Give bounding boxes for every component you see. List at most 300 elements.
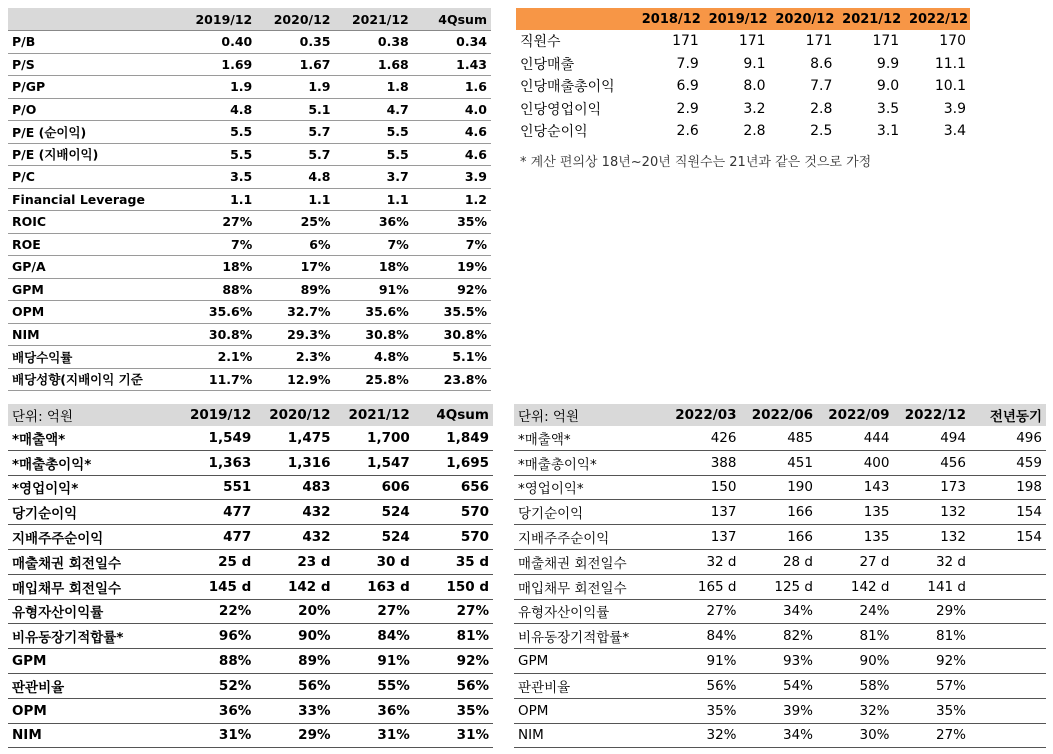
table-cell: 1,363 <box>176 450 255 475</box>
row-label: 유형자산이익률 <box>514 599 664 624</box>
table-row <box>8 426 493 450</box>
column-header: 2022/06 <box>741 404 818 426</box>
table-cell: 570 <box>414 525 493 550</box>
table-cell: 4.7 <box>335 98 413 121</box>
table-cell: 36% <box>335 698 414 723</box>
table-cell: 5.5 <box>178 121 256 144</box>
table-cell: 34% <box>741 723 818 748</box>
table-cell: 81% <box>894 624 971 649</box>
row-label: GPM <box>514 649 664 674</box>
table-cell: 190 <box>741 475 818 500</box>
table-cell: 35% <box>414 698 493 723</box>
table-cell: 6.9 <box>676 78 699 95</box>
row-label: OPM <box>8 301 178 324</box>
row-label: 배당수익률 <box>8 346 178 369</box>
table-header-row <box>514 404 1046 426</box>
column-header: 2022/03 <box>664 404 741 426</box>
table-row <box>8 98 491 121</box>
valuation-table <box>8 8 491 391</box>
table-cell: 570 <box>414 500 493 525</box>
header-label-cell: 단위: 억원 <box>514 404 664 426</box>
table-cell: 2.6 <box>676 123 699 140</box>
row-label: *매출액* <box>514 426 664 450</box>
table-cell: 170 <box>939 33 966 50</box>
table-cell: 451 <box>741 450 818 475</box>
table-cell: 29% <box>894 599 971 624</box>
table-row <box>514 574 1046 599</box>
table-cell: 30.8% <box>335 323 413 346</box>
table-row <box>8 301 491 324</box>
table-cell: 2.1% <box>178 346 256 369</box>
table-cell: 12.9% <box>256 368 334 391</box>
table-row <box>514 624 1046 649</box>
row-label: 인당순이익 <box>520 124 588 141</box>
table-cell: 25% <box>256 211 334 234</box>
table-cell <box>970 549 1046 574</box>
table-cell: 1.6 <box>413 76 491 99</box>
table-cell: 142 d <box>817 574 894 599</box>
table-cell: 24% <box>817 599 894 624</box>
table-cell: 1.1 <box>178 188 256 211</box>
table-cell: 444 <box>817 426 894 450</box>
table-row <box>8 188 491 211</box>
table-cell: 22% <box>176 599 255 624</box>
table-cell: 137 <box>664 500 741 525</box>
table-cell: 5.7 <box>256 121 334 144</box>
table-cell: 5.5 <box>178 143 256 166</box>
table-header-row <box>8 8 491 31</box>
table-row <box>8 624 493 649</box>
table-cell: 56% <box>414 673 493 698</box>
table-cell: 4.8% <box>335 346 413 369</box>
column-header: 2021/12 <box>335 404 414 426</box>
table-cell: 27 d <box>817 549 894 574</box>
table-cell: 171 <box>672 33 699 50</box>
annual-financials-table <box>8 404 493 748</box>
column-header: 2021/12 <box>335 8 413 31</box>
table-cell: 1.67 <box>256 53 334 76</box>
table-cell: 55% <box>335 673 414 698</box>
table-cell: 1.8 <box>335 76 413 99</box>
table-cell: 57% <box>894 673 971 698</box>
column-header: 2019/12 <box>178 8 256 31</box>
table-cell <box>970 673 1046 698</box>
header-label-cell: 단위: 억원 <box>8 404 176 426</box>
table-cell: 456 <box>894 450 971 475</box>
table-cell: 2.8 <box>743 123 766 140</box>
table-cell: 3.7 <box>335 166 413 189</box>
row-label: 인당매출총이익 <box>520 79 615 96</box>
table-cell: 1.9 <box>178 76 256 99</box>
table-cell: 54% <box>741 673 818 698</box>
table-row <box>516 75 970 98</box>
table-cell: 137 <box>664 525 741 550</box>
table-cell: 84% <box>335 624 414 649</box>
table-cell <box>970 723 1046 748</box>
table-row <box>516 98 970 121</box>
table-row <box>8 574 493 599</box>
table-cell: 35.6% <box>178 301 256 324</box>
table-cell: 1,475 <box>255 426 334 450</box>
table-row <box>516 30 970 53</box>
table-cell: 89% <box>255 649 334 674</box>
column-header: 전년동기 <box>970 404 1046 426</box>
table-row <box>8 31 491 54</box>
table-cell: 81% <box>414 624 493 649</box>
column-header: 4Qsum <box>414 404 493 426</box>
table-cell: 6% <box>256 233 334 256</box>
table-cell: 81% <box>817 624 894 649</box>
table-cell: 5.7 <box>256 143 334 166</box>
table-cell: 4.8 <box>178 98 256 121</box>
table-cell: 551 <box>176 475 255 500</box>
table-cell: 7% <box>178 233 256 256</box>
row-label: 직원수 <box>520 34 561 51</box>
table-cell: 166 <box>741 525 818 550</box>
table-cell: 426 <box>664 426 741 450</box>
table-header-row <box>8 404 493 426</box>
table-cell: 4.6 <box>413 121 491 144</box>
table-row <box>8 475 493 500</box>
table-row <box>8 525 493 550</box>
table-cell: 56% <box>255 673 334 698</box>
table-cell: 485 <box>741 426 818 450</box>
row-label: 당기순이익 <box>8 500 176 525</box>
table-cell: 171 <box>738 33 766 50</box>
table-row <box>514 698 1046 723</box>
table-cell: 27% <box>335 599 414 624</box>
table-cell: 30.8% <box>413 323 491 346</box>
table-cell: 0.40 <box>178 31 256 54</box>
table-cell: 31% <box>335 723 414 748</box>
table-cell: 90% <box>817 649 894 674</box>
table-cell: 1.43 <box>413 53 491 76</box>
row-label: *매출총이익* <box>514 450 664 475</box>
row-label: 판관비율 <box>514 673 664 698</box>
table-cell: 28 d <box>741 549 818 574</box>
table-cell: 92% <box>413 278 491 301</box>
table-row <box>8 549 493 574</box>
table-row <box>8 143 491 166</box>
row-label: *매출총이익* <box>8 450 176 475</box>
table-cell: 91% <box>335 278 413 301</box>
row-label: GPM <box>8 278 178 301</box>
row-label: *영업이익* <box>8 475 176 500</box>
table-row <box>8 256 491 279</box>
table-cell: 34% <box>741 599 818 624</box>
row-label: GP/A <box>8 256 178 279</box>
table-cell: 1,316 <box>255 450 334 475</box>
table-cell: 1.9 <box>256 76 334 99</box>
table-cell: 1.68 <box>335 53 413 76</box>
row-label: ROIC <box>8 211 178 234</box>
table-row <box>8 121 491 144</box>
row-label: 매출채권 회전일수 <box>514 549 664 574</box>
row-label: P/S <box>8 53 178 76</box>
table-cell: 35% <box>894 698 971 723</box>
column-header: 2020/12 <box>255 404 334 426</box>
table-cell: 0.38 <box>335 31 413 54</box>
table-cell: 58% <box>817 673 894 698</box>
table-cell: 5.1 <box>256 98 334 121</box>
table-cell: 432 <box>255 525 334 550</box>
table-row <box>514 500 1046 525</box>
table-cell: 1.2 <box>413 188 491 211</box>
table-row <box>516 120 970 143</box>
table-cell: 18% <box>178 256 256 279</box>
table-cell: 32.7% <box>256 301 334 324</box>
table-cell: 8.0 <box>743 78 766 95</box>
table-cell: 35.6% <box>335 301 413 324</box>
table-row <box>8 450 493 475</box>
table-cell: 150 d <box>414 574 493 599</box>
table-cell: 89% <box>256 278 334 301</box>
row-label: OPM <box>514 698 664 723</box>
per-employee-table <box>516 8 970 143</box>
table-row <box>514 649 1046 674</box>
column-header: 2019/12 <box>703 8 770 30</box>
table-cell: 19% <box>413 256 491 279</box>
table-cell: 3.5 <box>178 166 256 189</box>
table-cell: 7.9 <box>676 55 699 72</box>
row-label: P/E (지배이익) <box>8 143 178 166</box>
table-cell: 10.1 <box>934 78 966 95</box>
table-row <box>8 698 493 723</box>
row-label: OPM <box>8 698 176 723</box>
table-cell: 142 d <box>255 574 334 599</box>
table-cell: 30% <box>817 723 894 748</box>
table-row <box>514 450 1046 475</box>
table-cell: 93% <box>741 649 818 674</box>
row-label: 매입채무 회전일수 <box>8 574 176 599</box>
table-cell: 171 <box>805 33 833 50</box>
row-label: 지배주주순이익 <box>514 525 664 550</box>
table-cell: 84% <box>664 624 741 649</box>
table-row <box>514 475 1046 500</box>
table-cell: 1,700 <box>335 426 414 450</box>
table-cell: 4.8 <box>256 166 334 189</box>
table-cell: 27% <box>664 599 741 624</box>
table-cell: 32 d <box>664 549 741 574</box>
row-label: *매출액* <box>8 426 176 450</box>
table-cell: 30 d <box>335 549 414 574</box>
table-cell: 2.3% <box>256 346 334 369</box>
table-row <box>8 599 493 624</box>
table-cell: 90% <box>255 624 334 649</box>
table-row <box>8 76 491 99</box>
row-label: P/C <box>8 166 178 189</box>
table-cell: 92% <box>414 649 493 674</box>
table-cell: 154 <box>970 500 1046 525</box>
table-cell: 5.5 <box>335 143 413 166</box>
table-cell: 29% <box>255 723 334 748</box>
table-cell: 154 <box>970 525 1046 550</box>
table-cell: 166 <box>741 500 818 525</box>
table-cell: 31% <box>414 723 493 748</box>
table-row <box>8 53 491 76</box>
row-label: Financial Leverage <box>8 188 178 211</box>
table-row <box>8 673 493 698</box>
table-cell: 82% <box>741 624 818 649</box>
table-cell: 656 <box>414 475 493 500</box>
table-cell <box>970 599 1046 624</box>
row-label: P/GP <box>8 76 178 99</box>
table-cell: 143 <box>817 475 894 500</box>
column-header: 2020/12 <box>256 8 334 31</box>
table-cell: 3.4 <box>943 123 966 140</box>
table-cell: 198 <box>970 475 1046 500</box>
table-cell: 1.1 <box>256 188 334 211</box>
row-label: 매출채권 회전일수 <box>8 549 176 574</box>
table-cell: 165 d <box>664 574 741 599</box>
table-row <box>514 599 1046 624</box>
table-cell: 91% <box>664 649 741 674</box>
table-cell: 35% <box>413 211 491 234</box>
table-row <box>8 233 491 256</box>
table-cell: 27% <box>178 211 256 234</box>
table-cell: 145 d <box>176 574 255 599</box>
table-row <box>8 346 491 369</box>
table-cell: 30.8% <box>178 323 256 346</box>
table-cell: 92% <box>894 649 971 674</box>
table-cell: 9.0 <box>876 78 900 95</box>
table-cell: 150 <box>664 475 741 500</box>
column-header: 2022/12 <box>894 404 971 426</box>
quarterly-financials-table <box>514 404 1046 748</box>
table-cell: 1,549 <box>176 426 255 450</box>
row-label: 비유동장기적합률* <box>514 624 664 649</box>
table-row <box>8 500 493 525</box>
table-row <box>514 525 1046 550</box>
row-label: 당기순이익 <box>514 500 664 525</box>
table-cell: 1,547 <box>335 450 414 475</box>
table-cell: 141 d <box>894 574 971 599</box>
table-row <box>8 278 491 301</box>
column-header: 2018/12 <box>636 8 703 30</box>
table-cell: 135 <box>817 500 894 525</box>
table-cell: 388 <box>664 450 741 475</box>
table-cell: 7% <box>413 233 491 256</box>
column-header: 2019/12 <box>176 404 255 426</box>
table-cell: 31% <box>176 723 255 748</box>
table-cell: 8.6 <box>810 55 833 72</box>
table-row <box>514 549 1046 574</box>
row-label: P/O <box>8 98 178 121</box>
table-cell: 33% <box>255 698 334 723</box>
table-cell: 135 <box>817 525 894 550</box>
table-cell: 29.3% <box>256 323 334 346</box>
table-cell: 5.5 <box>335 121 413 144</box>
table-cell: 132 <box>894 525 971 550</box>
table-row <box>8 723 493 748</box>
table-row <box>8 211 491 234</box>
column-header: 2022/09 <box>817 404 894 426</box>
table-cell: 524 <box>335 525 414 550</box>
table-cell: 163 d <box>335 574 414 599</box>
table-cell: 1.69 <box>178 53 256 76</box>
table-cell: 3.5 <box>876 100 900 117</box>
table-cell: 96% <box>176 624 255 649</box>
row-label: 유형자산이익률 <box>8 599 176 624</box>
table-cell: 1,849 <box>414 426 493 450</box>
table-cell: 91% <box>335 649 414 674</box>
row-label: 인당매출 <box>520 56 575 73</box>
table-cell: 483 <box>255 475 334 500</box>
table-cell: 477 <box>176 500 255 525</box>
table-cell: 2.8 <box>810 100 833 117</box>
table-cell: 3.9 <box>413 166 491 189</box>
table-cell: 25 d <box>176 549 255 574</box>
row-label: 비유동장기적합률* <box>8 624 176 649</box>
table-cell: 32% <box>817 698 894 723</box>
table-cell: 52% <box>176 673 255 698</box>
table-cell: 477 <box>176 525 255 550</box>
table-cell: 88% <box>178 278 256 301</box>
table-row <box>516 53 970 76</box>
table-cell: 18% <box>335 256 413 279</box>
table-cell: 35.5% <box>413 301 491 324</box>
table-cell: 39% <box>741 698 818 723</box>
table-row <box>8 368 491 391</box>
table-cell: 11.1 <box>934 55 966 72</box>
table-row <box>514 673 1046 698</box>
table-cell: 125 d <box>741 574 818 599</box>
table-row <box>514 723 1046 748</box>
table-cell: 36% <box>176 698 255 723</box>
table-cell: 173 <box>894 475 971 500</box>
table-cell: 23.8% <box>413 368 491 391</box>
table-cell: 32% <box>664 723 741 748</box>
table-cell: 11.7% <box>178 368 256 391</box>
table-cell: 20% <box>255 599 334 624</box>
row-label: 배당성향(지배이익 기준 <box>8 368 178 391</box>
table-cell: 17% <box>256 256 334 279</box>
table-cell: 432 <box>255 500 334 525</box>
table-cell: 3.1 <box>876 123 900 140</box>
table-cell: 36% <box>335 211 413 234</box>
table-cell: 2.5 <box>810 123 833 140</box>
row-label: NIM <box>8 323 178 346</box>
column-header: 2021/12 <box>836 8 903 30</box>
table-cell: 0.35 <box>256 31 334 54</box>
table-cell: 5.1% <box>413 346 491 369</box>
header-label-cell <box>8 8 178 31</box>
header-label-cell <box>516 8 636 30</box>
per-employee-note: * 계산 편의상 18년~20년 직원수는 21년과 같은 것으로 가정 <box>520 155 872 170</box>
row-label: 판관비율 <box>8 673 176 698</box>
row-label: 인당영업이익 <box>520 101 602 118</box>
table-cell: 27% <box>894 723 971 748</box>
table-row <box>8 166 491 189</box>
table-cell: 25.8% <box>335 368 413 391</box>
row-label: P/E (순이익) <box>8 121 178 144</box>
column-header: 4Qsum <box>413 8 491 31</box>
table-cell: 7% <box>335 233 413 256</box>
table-cell: 27% <box>414 599 493 624</box>
table-cell: 32 d <box>894 549 971 574</box>
table-cell: 9.9 <box>876 55 900 72</box>
column-header: 2022/12 <box>903 8 970 30</box>
row-label: ROE <box>8 233 178 256</box>
table-row <box>8 323 491 346</box>
table-cell: 400 <box>817 450 894 475</box>
table-cell: 1.1 <box>335 188 413 211</box>
table-cell: 171 <box>872 33 900 50</box>
row-label: NIM <box>8 723 176 748</box>
table-cell <box>970 649 1046 674</box>
table-cell: 496 <box>970 426 1046 450</box>
table-cell: 88% <box>176 649 255 674</box>
